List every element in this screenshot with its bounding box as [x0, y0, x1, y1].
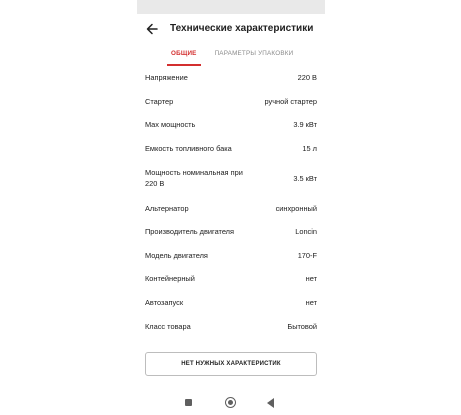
- spec-label: Производитель двигателя: [145, 227, 234, 237]
- spec-value: Бытовой: [287, 321, 317, 331]
- spec-label: Стартер: [145, 96, 174, 106]
- spec-value: 3.5 кВт: [293, 173, 317, 183]
- spec-value: нет: [305, 274, 317, 284]
- spec-label: Мощность номинальная при 220 В: [145, 168, 243, 189]
- square-icon[interactable]: [185, 399, 192, 406]
- spec-row-alternator: [145, 196, 317, 220]
- page-title: Технические характеристики: [170, 23, 314, 34]
- spec-row-autostart: [145, 291, 317, 315]
- spec-row-rated-power: [145, 160, 317, 196]
- spec-row-max-power: [145, 113, 317, 137]
- spec-value: синхронный: [275, 203, 317, 213]
- spec-row-engine-maker: [145, 220, 317, 244]
- spec-row-product-class: [145, 314, 317, 338]
- spec-value: 220 В: [297, 73, 317, 83]
- spec-value: 15 л: [302, 144, 317, 154]
- circle-icon[interactable]: [225, 397, 236, 408]
- tab-general[interactable]: ОБЩИЕ: [167, 46, 201, 66]
- spec-value: 3.9 кВт: [293, 120, 317, 130]
- back-button[interactable]: [143, 20, 161, 38]
- arrow-left-icon: [146, 23, 158, 35]
- tab-package-params[interactable]: ПАРАМЕТРЫ УПАКОВКИ: [214, 50, 294, 57]
- app-screen: [137, 0, 325, 415]
- system-nav-bar: [137, 392, 325, 414]
- spec-label: Автозапуск: [145, 298, 184, 308]
- spec-label: Max мощность: [145, 120, 196, 130]
- spec-label: Емкость топливного бака: [145, 144, 232, 154]
- spec-row-engine-model: [145, 244, 317, 268]
- spec-row-voltage: [145, 66, 317, 90]
- spec-value: Loncin: [295, 227, 317, 237]
- app-bar: [137, 18, 325, 42]
- spec-label: Класс товара: [145, 321, 191, 331]
- spec-row-container: [145, 267, 317, 291]
- spec-label: Напряжение: [145, 73, 188, 83]
- specs-list: [145, 66, 317, 338]
- spec-row-fuel-tank: [145, 137, 317, 161]
- status-bar: [137, 0, 325, 14]
- spec-value: 170-F: [297, 250, 317, 260]
- spec-label: Контейнерный: [145, 274, 195, 284]
- triangle-back-icon[interactable]: [267, 398, 274, 408]
- tab-bar: [167, 46, 297, 66]
- spec-label: Модель двигателя: [145, 250, 208, 260]
- spec-row-starter: [145, 90, 317, 114]
- spec-value: нет: [305, 298, 317, 308]
- missing-specs-button[interactable]: НЕТ НУЖНЫХ ХАРАКТЕРИСТИК: [145, 352, 317, 376]
- spec-value: ручной стартер: [264, 96, 317, 106]
- spec-label: Альтернатор: [145, 203, 189, 213]
